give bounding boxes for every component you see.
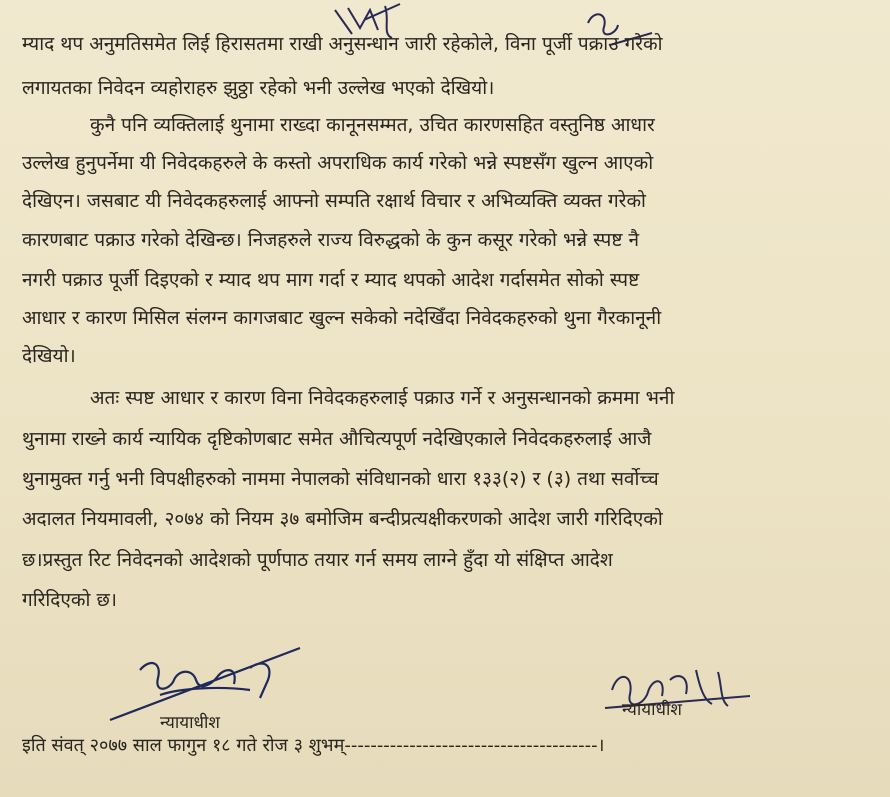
text-line-14: छ।प्रस्तुत रिट निवेदनको आदेशको पूर्णपाठ तयार गर्न समय लाग्ने हुँदा यो संक्षिप्त आदेश [22, 549, 613, 571]
text-line-3: कुनै पनि व्यक्तिलाई थुनामा राख्दा कानूनसम्मत, उचित कारणसहित वस्तुनिष्ठ आधार [90, 114, 655, 136]
date-footer: इति संवत् २०७७ साल फागुन १८ गते रोज ३ शुभम्---------------------------------------। [22, 735, 605, 756]
text-line-8: आधार र कारण मिसिल संलग्न कागजबाट खुल्न सकेको नदेखिँदा निवेदकहरुको थुना गैरकानूनी [22, 307, 662, 329]
text-line-6: कारणबाट पक्राउ गरेको देखिन्छ। निजहरुले राज्य विरुद्धको के कुन कसूर गरेको भन्ने स्पष्ट नै [22, 229, 640, 251]
text-line-10: अतः स्पष्ट आधार र कारण विना निवेदकहरुलाई पक्राउ गर्ने र अनुसन्धानको क्रममा भनी [90, 387, 675, 409]
text-line-9: देखियो। [22, 345, 76, 367]
text-line-1: म्याद थप अनुमतिसमेत लिई हिरासतमा राखी अनुसन्धान जारी रहेकोले, विना पूर्जी पक्राउ गरेको [22, 33, 663, 55]
judge-title-left: न्यायाधीश [160, 713, 220, 733]
text-line-5: देखिएन। जसबाट यी निवेदकहरुलाई आफ्नो सम्पति रक्षार्थ विचार र अभिव्यक्ति व्यक्त गरेको [22, 190, 646, 212]
judge-title-right: न्यायाधीश [622, 700, 682, 720]
text-line-12: थुनामुक्त गर्नु भनी विपक्षीहरुको नाममा नेपालको संविधानको धारा १३३(२) र (३) तथा सर्वोच्च [22, 468, 659, 490]
text-line-7: नगरी पक्राउ पूर्जी दिइएको र म्याद थप माग गर्दा र म्याद थपको आदेश गर्दासमेत सोको स्पष्ट [22, 269, 640, 291]
text-line-4: उल्लेख हुनुपर्नेमा यी निवेदकहरुले के कस्तो अपराधिक कार्य गरेको भन्ने स्पष्टसँग खुल्न आएको [22, 152, 654, 174]
text-line-15: गरिदिएको छ। [22, 589, 117, 611]
text-line-13: अदालत नियमावली, २०७४ को नियम ३७ बमोजिम बन्दीप्रत्यक्षीकरणको आदेश जारी गरिदिएको [22, 508, 663, 530]
text-line-2: लगायतका निवेदन व्यहोराहरु झुठ्ठा रहेको भनी उल्लेख भएको देखियो। [22, 77, 495, 99]
text-line-11: थुनामा राख्ने कार्य न्यायिक दृष्टिकोणबाट समेत औचित्यपूर्ण नदेखिएकाले निवेदकहरुलाई आजै [22, 428, 652, 450]
